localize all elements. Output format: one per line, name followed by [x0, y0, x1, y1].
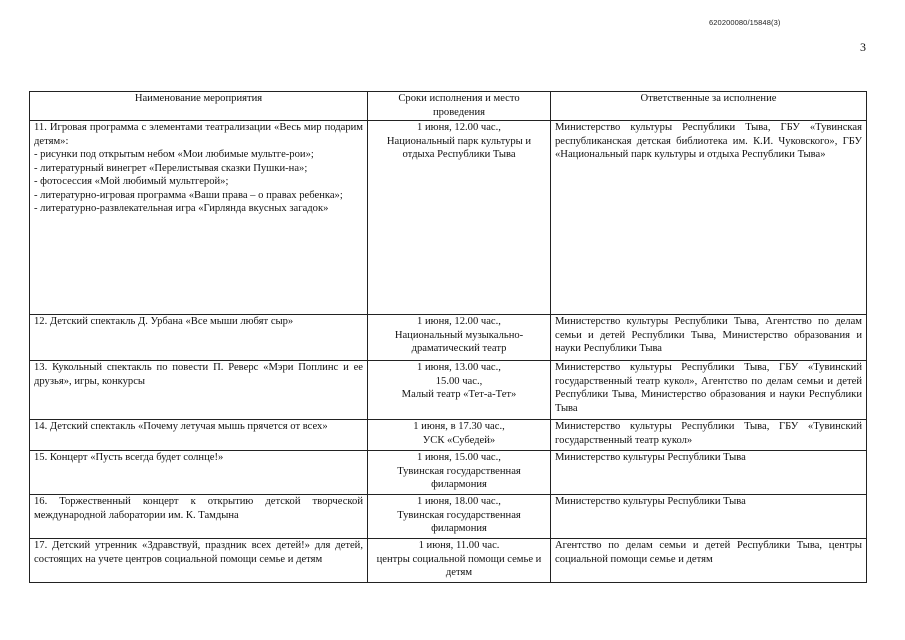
table-row — [30, 495, 867, 539]
table-row — [30, 121, 867, 315]
table-row — [30, 451, 867, 495]
table-row — [30, 315, 867, 361]
time-place-cell: 1 июня, 12.00 час., Национальный парк культуры и отдыха Республики Тыва — [368, 121, 551, 315]
header-responsible: Ответственные за исполнение — [551, 92, 867, 121]
event-name-cell: 13. Кукольный спектакль по повести П. Реверс «Мэри Поплинс и ее друзья», игры, конкурсы — [30, 361, 368, 420]
table-row — [30, 361, 867, 420]
responsible-cell: Министерство культуры Республики Тыва — [551, 495, 867, 539]
header-event-name: Наименование мероприятия — [30, 92, 368, 121]
responsible-cell: Министерство культуры Республики Тыва — [551, 451, 867, 495]
event-name-cell: 11. Игровая программа с элементами театрализации «Весь мир подарим детям»: - рисунки под открытым небом «Мои любимые мультге-рои»; - литературный винегрет «Перелистывая сказки Пушки-на»; - фотосессия «Мой любимый мультгерой»; - литературно-игровая программа «Ваши права – о правах ребенка»; - литературно-развлекательная игра «Гирлянда вкусных загадок» — [30, 121, 368, 315]
time-place-cell: 1 июня, 18.00 час., Тувинская государственная филармония — [368, 495, 551, 539]
responsible-cell: Министерство культуры Республики Тыва, ГБУ «Тувинская республиканская детская библиотека им. К.И. Чуковского», ГБУ «Национальный парк культуры и отдыха Республики Тыва» — [551, 121, 867, 315]
responsible-cell: Министерство культуры Республики Тыва, ГБУ «Тувинский государственный театр кукол», Агентство по делам семьи и детей Республики Тыва, Министерство образования и науки Республики Тыва — [551, 361, 867, 420]
time-place-cell: 1 июня, 13.00 час., 15.00 час., Малый театр «Тет-а-Тет» — [368, 361, 551, 420]
time-place-cell: 1 июня, 12.00 час., Национальный музыкально-драматический театр — [368, 315, 551, 361]
table-row — [30, 539, 867, 583]
time-place-cell: 1 июня, 15.00 час., Тувинская государственная филармония — [368, 451, 551, 495]
responsible-cell: Агентство по делам семьи и детей Республики Тыва, центры социальной помощи семье и детям — [551, 539, 867, 583]
event-name-cell: 17. Детский утренник «Здравствуй, праздник всех детей!» для детей, состоящих на учете центров социальной помощи семье и детям — [30, 539, 368, 583]
time-place-cell: 1 июня, в 17.30 час., УСК «Субедей» — [368, 420, 551, 451]
document-id: 620200080/15848(3) — [709, 18, 781, 27]
table-header-row — [30, 92, 867, 121]
event-name-cell: 15. Концерт «Пусть всегда будет солнце!» — [30, 451, 368, 495]
table-row — [30, 420, 867, 451]
event-name-cell: 12. Детский спектакль Д. Урбана «Все мыши любят сыр» — [30, 315, 368, 361]
time-place-cell: 1 июня, 11.00 час. центры социальной помощи семье и детям — [368, 539, 551, 583]
event-name-cell: 14. Детский спектакль «Почему летучая мышь прячется от всех» — [30, 420, 368, 451]
header-time-place: Сроки исполнения и место проведения — [368, 92, 551, 121]
page-number: 3 — [860, 40, 866, 54]
responsible-cell: Министерство культуры Республики Тыва, ГБУ «Тувинский государственный театр кукол» — [551, 420, 867, 451]
event-name-cell: 16. Торжественный концерт к открытию детской творческой международной лаборатории им. К. Тамдына — [30, 495, 368, 539]
responsible-cell: Министерство культуры Республики Тыва, Агентство по делам семьи и детей Республики Тыва, Министерство образования и науки Республики Тыва — [551, 315, 867, 361]
events-table — [29, 91, 867, 583]
